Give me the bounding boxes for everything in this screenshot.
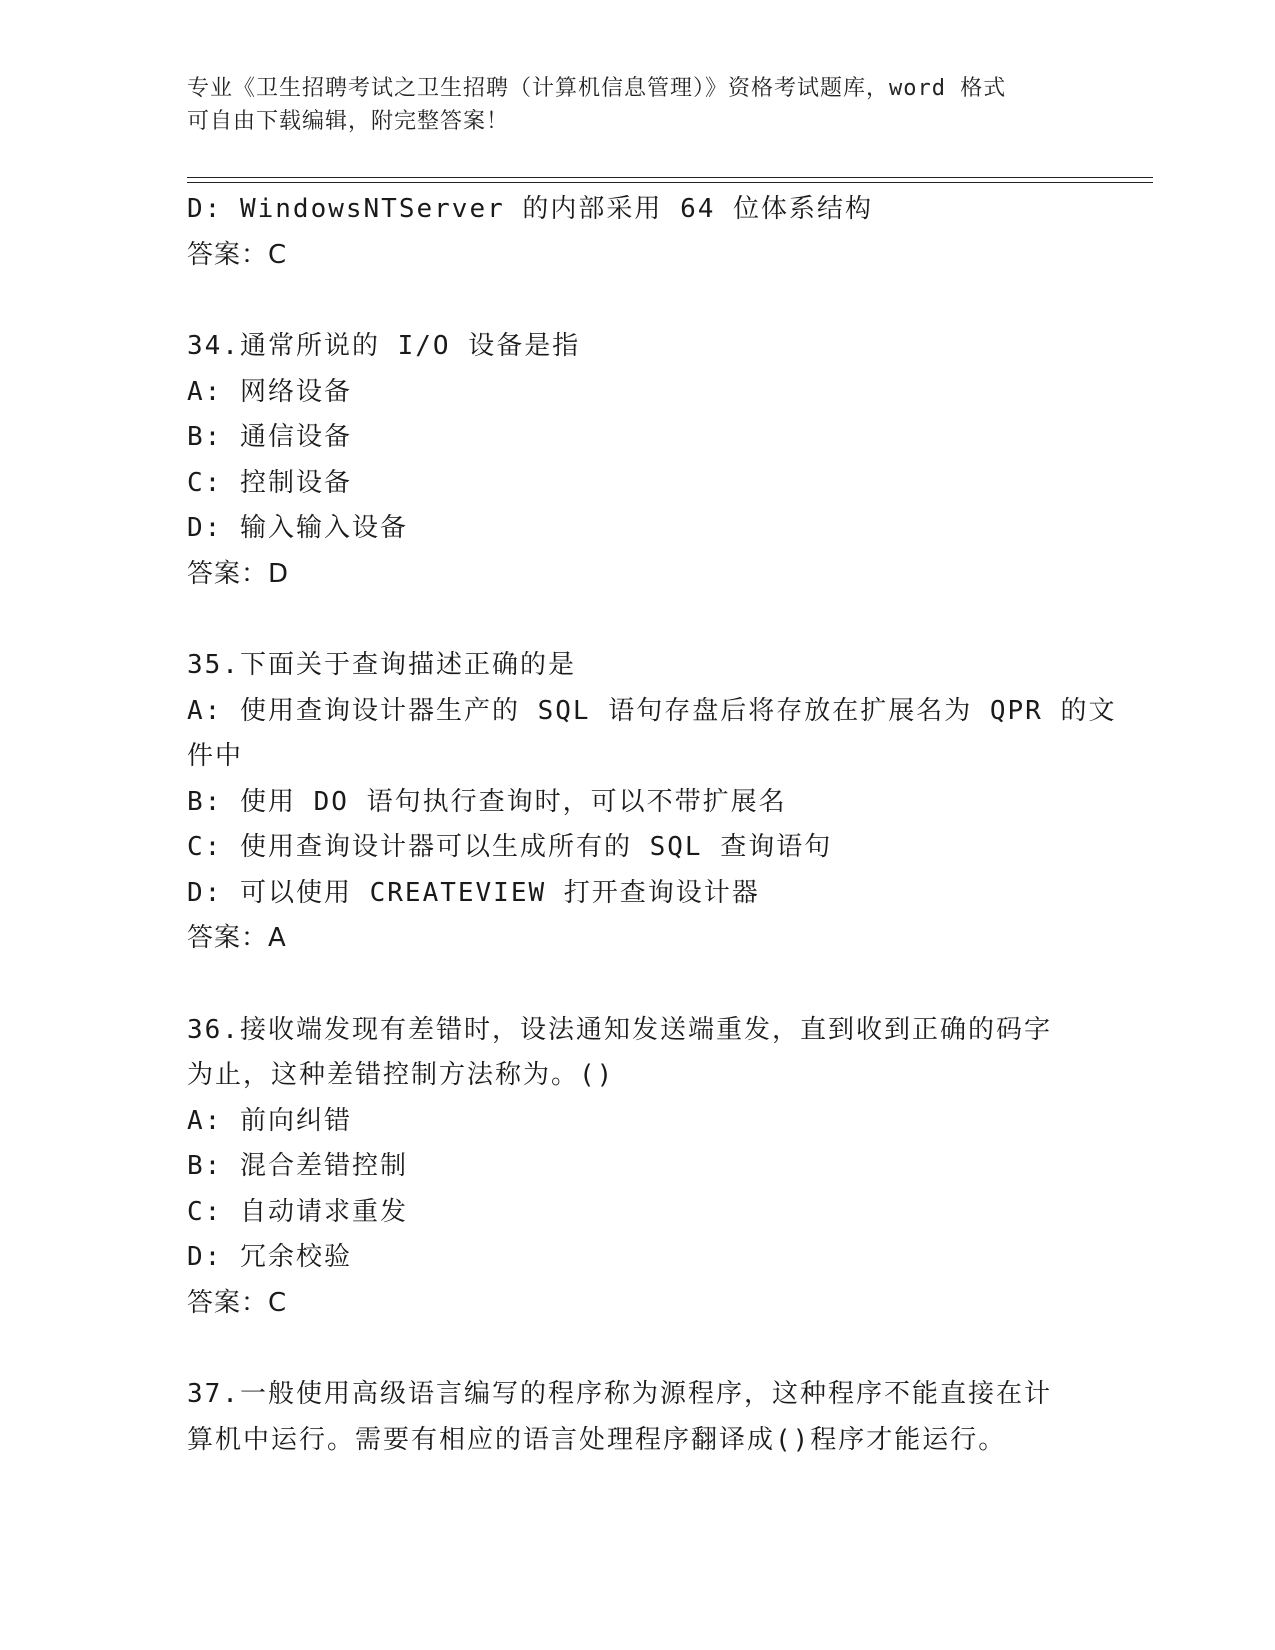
option-d: D: 输入输入设备	[187, 513, 408, 543]
question-36	[187, 1008, 1087, 1327]
question-stem-line-2: 为止，这种差错控制方法称为。()	[187, 1060, 615, 1090]
answer-line: 答案：A	[187, 923, 287, 953]
question-35	[187, 643, 1117, 962]
option-c: C: 使用查询设计器可以生成所有的 SQL 查询语句	[187, 832, 833, 862]
option-a-line-2: 件中	[187, 741, 244, 771]
header-divider-top	[187, 177, 1153, 178]
option-b: B: 混合差错控制	[187, 1151, 408, 1181]
option-b: B: 使用 DO 语句执行查询时，可以不带扩展名	[187, 786, 787, 817]
option-d: D: 可以使用 CREATEVIEW 打开查询设计器	[187, 877, 760, 908]
question-34	[187, 324, 1087, 597]
document-body	[187, 187, 1117, 1463]
question-37	[187, 1372, 1087, 1463]
header-line-2: 可自由下载编辑，附完整答案！	[187, 109, 510, 134]
option-a-line-1: A: 使用查询设计器生产的 SQL 语句存盘后将存放在扩展名为 QPR 的文	[187, 695, 1117, 726]
question-stem: 34.通常所说的 I/O 设备是指	[187, 331, 581, 361]
option-d: D: 冗余校验	[187, 1242, 352, 1272]
header-line-1: 专业《卫生招聘考试之卫生招聘（计算机信息管理）》资格考试题库，word 格式	[187, 76, 1007, 101]
option-d: D: WindowsNTServer 的内部采用 64 位体系结构	[187, 194, 874, 224]
document-header	[187, 72, 1067, 138]
answer-line: 答案：D	[187, 558, 290, 589]
answer-line: 答案：C	[187, 239, 288, 270]
question-stem-line-2: 算机中运行。需要有相应的语言处理程序翻译成()程序才能运行。	[187, 1424, 1007, 1455]
option-a: A: 网络设备	[187, 376, 352, 407]
question-stem-line-1: 36.接收端发现有差错时，设法通知发送端重发，直到收到正确的码字	[187, 1014, 1052, 1045]
option-c: C: 控制设备	[187, 467, 352, 498]
option-a: A: 前向纠错	[187, 1105, 352, 1136]
question-33-fragment	[187, 187, 1087, 278]
option-b: B: 通信设备	[187, 422, 352, 452]
question-stem-line-1: 37.一般使用高级语言编写的程序称为源程序，这种程序不能直接在计	[187, 1379, 1052, 1409]
question-stem: 35.下面关于查询描述正确的是	[187, 650, 576, 680]
header-divider-bottom	[187, 182, 1153, 183]
option-c: C: 自动请求重发	[187, 1196, 408, 1227]
answer-line: 答案：C	[187, 1287, 288, 1318]
